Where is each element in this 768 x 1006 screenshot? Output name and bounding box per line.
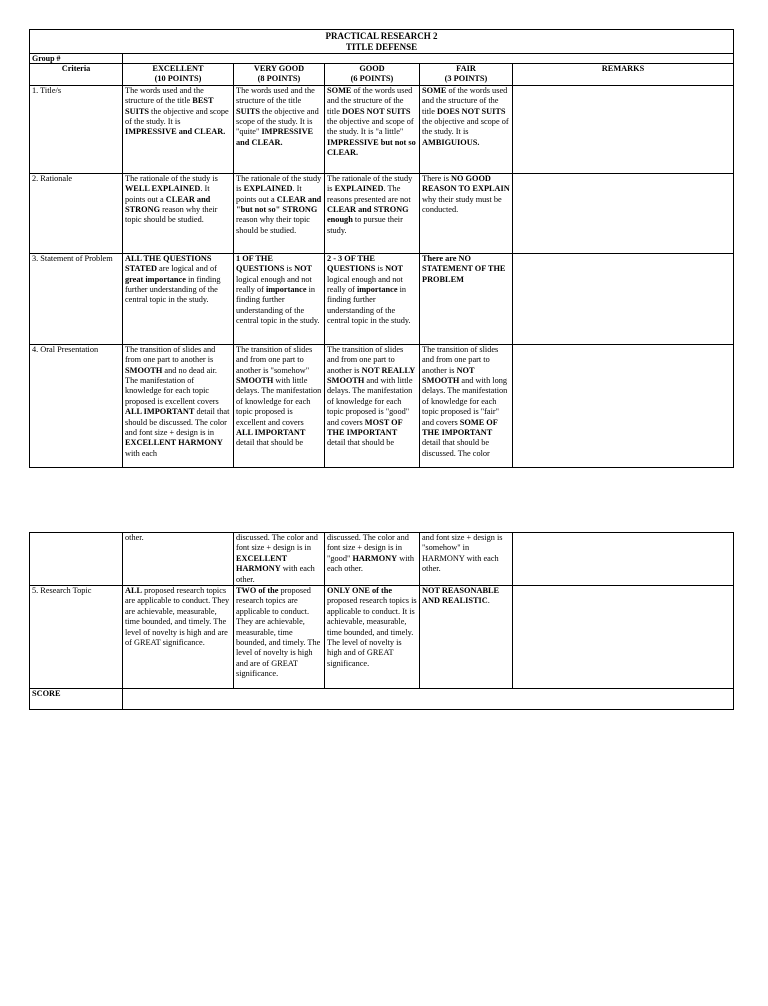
text: The transition of slides and from one part to another is [327, 344, 404, 375]
text: with each other. [236, 564, 315, 584]
text: of the words used and the structure of the title [422, 85, 508, 116]
bold-text: ALL IMPORTANT [236, 428, 306, 438]
text: of the words used and the structure of the title [327, 85, 413, 116]
text: . [487, 596, 490, 606]
bold-text: EXPLAINED [334, 184, 384, 194]
bold-text: IMPRESSIVE but not so CLEAR. [327, 137, 416, 158]
header-fair: FAIR (3 POINTS) [420, 64, 513, 86]
text: discussed. The color and font size + design is in [236, 533, 318, 553]
text: The transition of slides and from one part to another is [125, 344, 216, 365]
rubric-table-page-1 [29, 29, 734, 468]
bold-text: CLEAR and "but not so" STRONG [236, 194, 322, 215]
bold-text: BEST SUITS [125, 96, 214, 116]
text: and no dead air. The manifestation of knowledge for each topic proposed is excellent covers [125, 365, 219, 406]
very-good-cell [234, 85, 325, 173]
text: The rationale of the study is [125, 173, 218, 183]
text: with little delays. The manifestation of knowledge for each topic proposed is excellent and covers [236, 376, 322, 427]
header-very-good: VERY GOOD (8 POINTS) [234, 64, 325, 86]
text: other. [125, 533, 144, 542]
text: is [375, 264, 386, 274]
score-row [30, 689, 734, 710]
criteria-cell: 3. Statement of Problem [30, 253, 123, 344]
criteria-cell: 4. Oral Presentation [30, 344, 123, 467]
criteria-row [30, 344, 734, 467]
text: and font size + design is "somehow" in HARMONY with each other. [422, 533, 503, 574]
bold-text: SOME [327, 85, 352, 95]
bold-text: DOES NOT SUITS [341, 106, 411, 116]
bold-text: DOES NOT SUITS [436, 106, 506, 116]
text: logical enough and not really of [327, 274, 403, 295]
text: The transition of slides and from one part to another is [422, 344, 499, 375]
remarks-cell[interactable] [513, 586, 734, 689]
bold-text: NO GOOD REASON TO EXPLAIN [422, 173, 510, 194]
bold-text: NOT REASONABLE AND REALISTIC [422, 586, 500, 606]
text: . The reasons presented are not [327, 184, 411, 204]
bold-text: IMPRESSIVE and CLEAR. [125, 127, 226, 137]
header-good: GOOD (6 POINTS) [325, 64, 420, 86]
criteria-cell: 1. Title/s [30, 85, 123, 173]
text: reason why their topic should be studied. [236, 215, 310, 235]
bold-text: importance [265, 285, 307, 295]
text: detail that should be [327, 438, 395, 448]
bold-text: MOST OF THE IMPORTANT [327, 417, 403, 438]
rubric-table-page-2 [29, 532, 734, 710]
excellent-cell [123, 85, 234, 173]
very-good-cell [234, 253, 325, 344]
text: the objective and scope of the study. It is "quite" [236, 106, 319, 137]
text: proposed research topics are applicable to conduct. They are achievable, measurable, time bounded, and timely. The level of novelty is high and are of GREAT significance. [236, 586, 321, 679]
bold-text: There are NO STATEMENT OF THE PROBLEM [422, 253, 506, 284]
text: are logical and of [156, 264, 217, 274]
bold-text: EXPLAINED [243, 184, 293, 194]
text: the objective and scope of the study. It is [422, 117, 509, 137]
text: and with long delays. The manifestation of knowledge for each topic proposed is "fair" and covers [422, 376, 508, 427]
good-cell [325, 344, 420, 467]
bold-text: SMOOTH [125, 365, 163, 375]
remarks-cell[interactable] [513, 85, 734, 173]
text: why their study must be conducted. [422, 194, 502, 215]
text: the objective and scope of the study. It is "a little" [327, 117, 414, 137]
text: The transition of slides and from one part to another is "somehow" [236, 344, 313, 375]
bold-text: IMPRESSIVE and CLEAR. [236, 127, 314, 147]
text: the objective and scope of the study. It is [125, 106, 229, 127]
title-line-2: TITLE DEFENSE [345, 42, 418, 52]
good-cell [325, 173, 420, 253]
good-cell [325, 533, 420, 586]
text: discussed. The color and font size + design is in "good" [327, 533, 409, 563]
text: detail that should be discussed. The color and font size + design is in [125, 407, 230, 438]
excellent-cell [123, 253, 234, 344]
bold-text: WELL EXPLAINED [125, 184, 201, 194]
header-excellent: EXCELLENT (10 POINTS) [123, 64, 234, 86]
bold-text: SMOOTH [236, 376, 274, 386]
remarks-cell[interactable] [513, 533, 734, 586]
excellent-cell [123, 586, 234, 689]
bold-text: CLEAR and STRONG enough [327, 205, 409, 225]
header-row [30, 64, 734, 86]
bold-text: NOT REALLY SMOOTH [327, 365, 415, 386]
bold-text: importance [356, 285, 398, 295]
text: detail that should be [236, 438, 304, 448]
bold-text: HARMONY [352, 553, 398, 563]
criteria-cell: 5. Research Topic [30, 586, 123, 689]
text: The words used and the structure of the title [125, 85, 204, 106]
bold-text: 1 OF THE QUESTIONS [236, 253, 285, 274]
criteria-row [30, 586, 734, 689]
fair-cell [420, 253, 513, 344]
text: detail that should be discussed. The color [422, 438, 490, 458]
text: in finding further understanding of the central topic in the study. [125, 274, 221, 305]
bold-text: SOME [422, 85, 447, 95]
bold-text: NOT [385, 264, 404, 274]
remarks-cell[interactable] [513, 173, 734, 253]
text: . It points out a [236, 184, 302, 204]
bold-text: ALL IMPORTANT [125, 407, 195, 417]
text: . It points out a [125, 184, 210, 204]
bold-text: NOT SMOOTH [422, 365, 475, 386]
title-row [30, 30, 734, 54]
text: in finding further understanding of the central topic in the study. [236, 285, 320, 326]
group-label: Group # [30, 54, 123, 64]
criteria-row [30, 173, 734, 253]
group-value-field[interactable] [123, 54, 734, 64]
criteria-cell [30, 533, 123, 586]
bold-text: AMBIGUIOUS. [422, 137, 480, 147]
bold-text: 2 - 3 OF THE QUESTIONS [327, 253, 376, 274]
excellent-cell [123, 533, 234, 586]
text: The words used and the structure of the title [236, 85, 315, 106]
score-label: SCORE [30, 689, 123, 710]
bold-text: CLEAR and STRONG [125, 194, 211, 215]
fair-cell [420, 85, 513, 173]
good-cell [325, 85, 420, 173]
excellent-cell [123, 173, 234, 253]
text: The rationale of the study is [236, 173, 322, 194]
fair-cell [420, 586, 513, 689]
text: with each other. [327, 553, 414, 574]
bold-text: great importance [125, 274, 186, 284]
bold-text: EXCELLENT HARMONY [125, 438, 223, 448]
very-good-cell [234, 173, 325, 253]
very-good-cell [234, 344, 325, 467]
very-good-cell [234, 586, 325, 689]
bold-text: SOME OF THE IMPORTANT [422, 417, 498, 438]
text: with each [125, 448, 158, 458]
document-title [30, 30, 734, 54]
bold-text: EXCELLENT HARMONY [236, 553, 288, 574]
bold-text: TWO of the [236, 586, 279, 596]
text: There is [422, 173, 452, 183]
remarks-cell[interactable] [513, 253, 734, 344]
text: The rationale of the study is [327, 173, 413, 194]
score-field[interactable] [123, 689, 734, 710]
text: is [284, 264, 295, 274]
text: proposed research topics is applicable to conduct. It is achievable, measurable, time bounded, and timely. The level of novelty is high and of GREAT significance. [327, 596, 417, 668]
bold-text: ALL [125, 586, 143, 596]
group-row [30, 54, 734, 64]
fair-cell [420, 533, 513, 586]
bold-text: ALL THE QUESTIONS STATED [125, 253, 212, 274]
very-good-cell [234, 533, 325, 586]
continuation-row [30, 533, 734, 586]
fair-cell [420, 344, 513, 467]
remarks-cell[interactable] [513, 344, 734, 467]
text: in finding further understanding of the central topic in the study. [327, 285, 411, 326]
good-cell [325, 253, 420, 344]
criteria-row [30, 253, 734, 344]
bold-text: NOT [294, 264, 313, 274]
text: and with little delays. The manifestation of knowledge for each topic proposed is "good" and covers [327, 376, 413, 427]
fair-cell [420, 173, 513, 253]
text: to pursue their study. [327, 215, 403, 235]
criteria-cell: 2. Rationale [30, 173, 123, 253]
text: proposed research topics are applicable to conduct. They are achievable, measurable, time bounded, and timely. The level of novelty is high and are of GREAT significance. [125, 586, 230, 648]
header-remarks: REMARKS [513, 64, 734, 86]
text: logical enough and not really of [236, 274, 312, 295]
bold-text: SUITS [236, 106, 260, 116]
header-criteria: Criteria [30, 64, 123, 86]
criteria-row [30, 85, 734, 173]
excellent-cell [123, 344, 234, 467]
good-cell [325, 586, 420, 689]
bold-text: ONLY ONE of the [327, 586, 393, 596]
text: reason why their topic should be studied. [125, 205, 218, 225]
title-line-1: PRACTICAL RESEARCH 2 [325, 31, 438, 41]
